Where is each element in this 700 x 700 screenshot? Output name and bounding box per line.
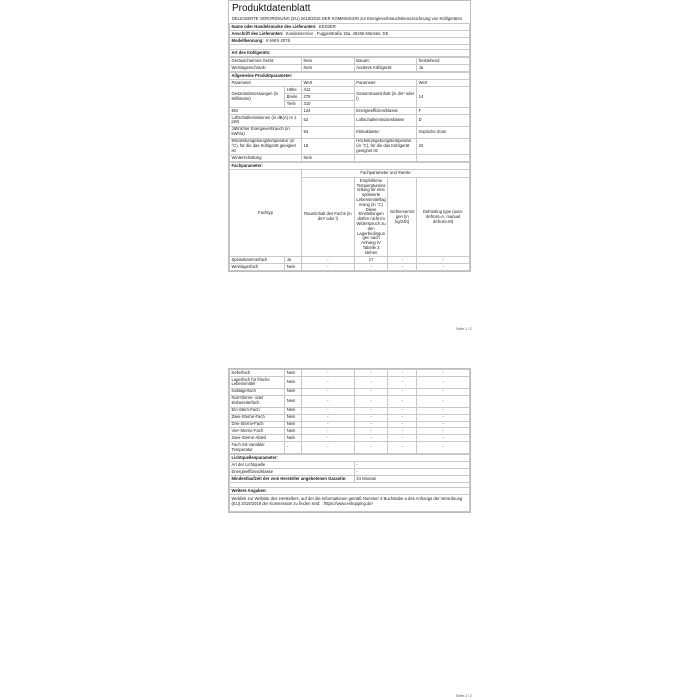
compartment-row: Kaltlagerfach Nein - - - - <box>230 388 470 395</box>
page-number: Seite 1 / 2 <box>456 327 472 331</box>
device-type-row: Weinlagerschrank: Nein Anderes Kühlgerät: Ja <box>230 65 470 72</box>
compartment-row: Weinlagerfach Nein - - - - <box>230 264 470 271</box>
general-heading: Allgemeine Produktparameter: <box>230 73 470 80</box>
further-text: Weblink zur Website des Herstellers, auf der die Informationen gemäß Nummer 4 Buchstabe a des Anhangs der Verordnung (EU) 2019/2019 der Kommission zu finden sind: : https://www.eshopping.de/ <box>230 495 470 512</box>
compartment-row: Zwei-Sterne-Fach Nein - - - - <box>230 414 470 421</box>
datasheet-page-2 <box>228 368 471 513</box>
compartment-row: Fach mit variabler Temperatur - - - - - <box>230 442 470 454</box>
datasheet-page-1 <box>228 0 471 272</box>
general-params-table: Allgemeine Produktparameter: Parameter Wert Parameter Wert Gesamtabmessungen (in Millimeter) Höhe 412 Gesamtrauminhalt (in dm³ oder l) 14 Breite 278 Tiefe 310 EEI 124 Energieeffizienzklasse F Luftschallemissionen (in dB(A) re 1 pW) 52 Luftschallemissionsklasse D Jährlicher Energieverbrauch (in kWh/a) 94 Klimaklasse: tropische Zone Mindestumgebungstemperatur (in °C), für die das Kühlgerät geeignet ist 16 Höchstumgebungstemperatur (in °C), für die das Kühlgerät geeignet ist 32 Winterschaltung Nein <box>229 72 470 162</box>
col-compartment-type: Fachtyp <box>230 170 302 257</box>
dimensions-label: Gesamtabmessungen (in Millimeter) <box>230 87 285 108</box>
page-title: Produktdatenblatt <box>232 3 311 14</box>
device-type-table <box>229 57 470 72</box>
compartment-row: Null-Sterne- oder Eisbereiterfach Nein - - - - <box>230 395 470 407</box>
supplier-brand-row: Name oder Handelsmarke des Lieferanten: KESSER <box>230 24 470 31</box>
supplier-table <box>229 23 470 57</box>
further-heading: Weitere Angaben: <box>230 488 470 495</box>
compartment-row: Drei-Sterne-Fach Nein - - - - <box>230 421 470 428</box>
warranty-label: Mindestlaufzeit der vom Hersteller angebotenen Garantie: <box>230 476 355 483</box>
page-number: Seite 2 / 2 <box>456 694 472 698</box>
compartments-heading: Fachparameter: <box>230 163 470 170</box>
device-type-row: Geräuscharmes Gerät: Nein Bauart: freistehend <box>230 58 470 65</box>
compartment-row: Speisekammerfach Ja - 17 - - <box>230 257 470 264</box>
compartment-row: Lagerfach für frische Lebensmittel Nein - - - - <box>230 376 470 388</box>
supplier-address-row: Anschrift des Lieferanten: Kundenservice , Fuggerstraße 15a, 48165 Münster, DE <box>230 30 470 37</box>
light-table: Lichtquellenparameter: Art der Lichtquelle - Energieeffizienzklasse - Mindestlaufzeit der vom Hersteller angebotenen Garantie: 24 Monate Weitere Angaben: Weblink zur Website des Herstellers, auf der die Informationen gemäß Nummer 4 Buchstabe a des Anhangs der Verordnung (EU) 2019/2019 der Kommission zu finden sind: : https://www.eshopping.de/ <box>229 454 470 512</box>
compartment-row: Ein-Stern-Fach Nein - - - - <box>230 407 470 414</box>
compartment-row: Kellerfach Nein - - - - <box>230 370 470 377</box>
warranty-value: 24 Monate <box>354 476 469 483</box>
model-row: Modellkennung: K-MKS-2076 <box>230 37 470 44</box>
compartments-table-2 <box>229 369 470 454</box>
light-heading: Lichtquellenparameter: <box>230 455 470 462</box>
compartment-row: Vier-Sterne-Fach Nein - - - - <box>230 428 470 435</box>
group-header: Fachparameter und #werte <box>301 170 469 178</box>
compartments-table-1: Fachparameter: Fachtyp Fachparameter und #werte Rauminhalt des Fachs (in dm³ oder l) Empfohlene Temperatureinstellung für eine optimierte Lebensmittellagerung (in °C) Diese Einstellungen dürfen nicht im Widerspruch zu den Lagerbedingungen nach Anhang IV Tabelle 3 stehen Gefriervermögen (in kg/24h) Defrosting type (auto-defrost=A, manual defrost=M) Speisekammerfach Ja - 17 - - Weinlagerfach Nein - - - - <box>229 162 470 271</box>
device-type-heading: Art des Kühlgeräts: <box>230 50 470 57</box>
regulation-text: DELEGIERTE VERORDNUNG (EU) 2019/2016 DER KOMMISSION zur Energieverbrauchskennzeichnung von Kühlgeräten <box>232 16 463 21</box>
compartment-row: Zwei-Sterne-Abteil Nein - - - - <box>230 435 470 442</box>
